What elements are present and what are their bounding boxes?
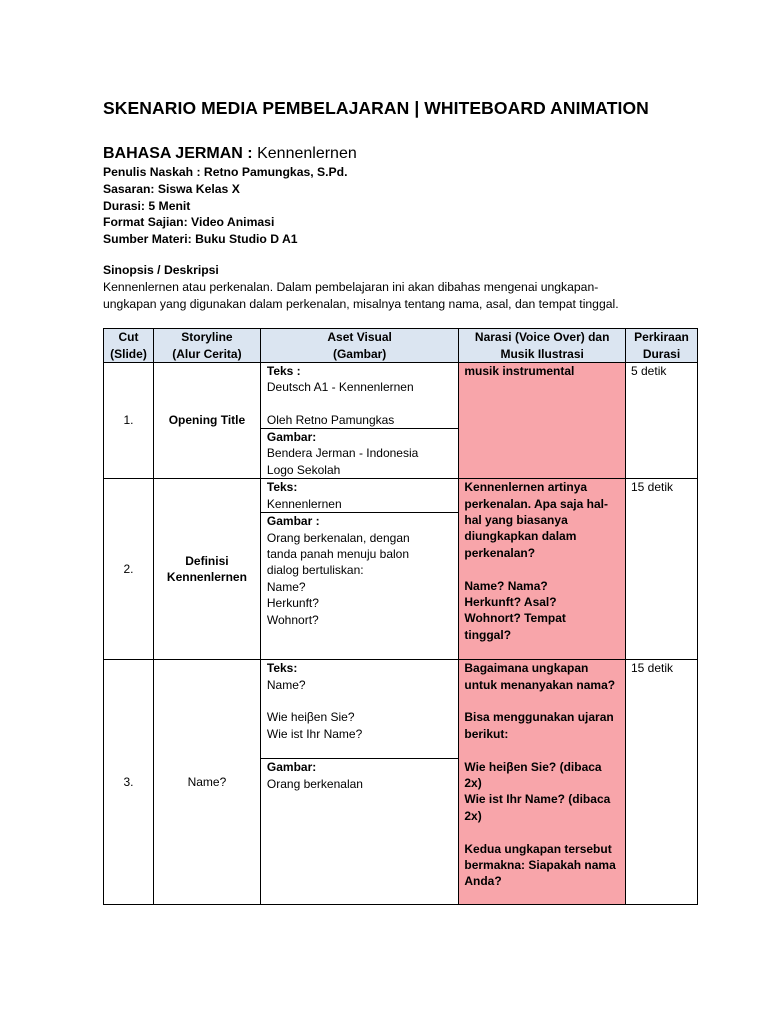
synopsis-text: [103, 279, 663, 312]
table-row: [104, 660, 698, 905]
cell-cut: 3.: [104, 660, 154, 905]
subject-label: BAHASA JERMAN :: [103, 145, 253, 162]
cell-visual: [260, 479, 458, 660]
table-header-row: [104, 329, 698, 363]
visual-image-box: Gambar : Orang berkenalan, dengan tanda panah menuju balon dialog bertuliskan: Name? Herkunft? Wohnort?: [261, 512, 458, 628]
cell-narration: Kennenlernen artinya perkenalan. Apa saja hal- hal yang biasanya diungkapkan dalam perkenalan? Name? Nama? Herkunft? Asal? Wohnort? Tempat tinggal?: [459, 479, 626, 660]
visual-text-box: Teks: Kennenlernen: [266, 480, 342, 511]
document-title: SKENARIO MEDIA PEMBELAJARAN | WHITEBOARD ANIMATION: [103, 98, 649, 118]
header-storyline: Storyline (Alur Cerita): [153, 329, 260, 363]
synopsis-heading: Sinopsis / Deskripsi: [103, 263, 219, 277]
meta-format: Format Sajian: Video Animasi: [103, 215, 275, 230]
header-cut: Cut (Slide): [104, 329, 154, 363]
cell-duration: 15 detik: [626, 660, 698, 905]
visual-text-box: Teks: Name? Wie heiβen Sie? Wie ist Ihr Name?: [266, 661, 363, 741]
header-duration: Perkiraan Durasi: [626, 329, 698, 363]
synopsis-line: ungkapan yang digunakan dalam perkenalan, misalnya tentang nama, asal, dan tempat tinggal.: [103, 296, 619, 311]
meta-audience: Sasaran: Siswa Kelas X: [103, 181, 240, 196]
subject-heading: [103, 145, 357, 163]
visual-image-box: Gambar: Bendera Jerman - Indonesia Logo Sekolah: [261, 428, 458, 478]
cell-visual: [260, 660, 458, 905]
cell-storyline: Name?: [153, 660, 260, 905]
cell-duration: 5 detik: [626, 363, 698, 479]
subject-topic: Kennenlernen: [257, 145, 357, 162]
cell-narration: Bagaimana ungkapan untuk menanyakan nama? Bisa menggunakan ujaran berikut: Wie heiβen Sie? (dibaca 2x) Wie ist Ihr Name? (dibaca 2x) Kedua ungkapan tersebut bermakna: Siapakah nama Anda?: [459, 660, 626, 905]
meta-author: Penulis Naskah : Retno Pamungkas, S.Pd.: [103, 165, 348, 179]
header-narration: Narasi (Voice Over) dan Musik Ilustrasi: [459, 329, 626, 363]
cell-storyline: Definisi Kennenlernen: [153, 479, 260, 660]
cell-storyline: Opening Title: [153, 363, 260, 479]
meta-duration: Durasi: 5 Menit: [103, 198, 191, 213]
cell-cut: 2.: [104, 479, 154, 660]
metadata-block: [103, 164, 348, 248]
cell-narration: musik instrumental: [459, 363, 626, 479]
scenario-table: [103, 328, 698, 905]
meta-source: Sumber Materi: Buku Studio D A1: [103, 232, 298, 247]
visual-text-box: Teks : Deutsch A1 - Kennenlernen Oleh Retno Pamungkas: [266, 364, 414, 428]
cell-duration: 15 detik: [626, 479, 698, 660]
table-row: [104, 363, 698, 479]
synopsis-line: Kennenlernen atau perkenalan. Dalam pembelajaran ini akan dibahas mengenai ungkapan-: [103, 280, 599, 294]
cell-visual: [260, 363, 458, 479]
visual-image-box: Gambar: Orang berkenalan: [261, 758, 458, 792]
header-visual: Aset Visual (Gambar): [260, 329, 458, 363]
cell-cut: 1.: [104, 363, 154, 479]
table-row: [104, 479, 698, 660]
